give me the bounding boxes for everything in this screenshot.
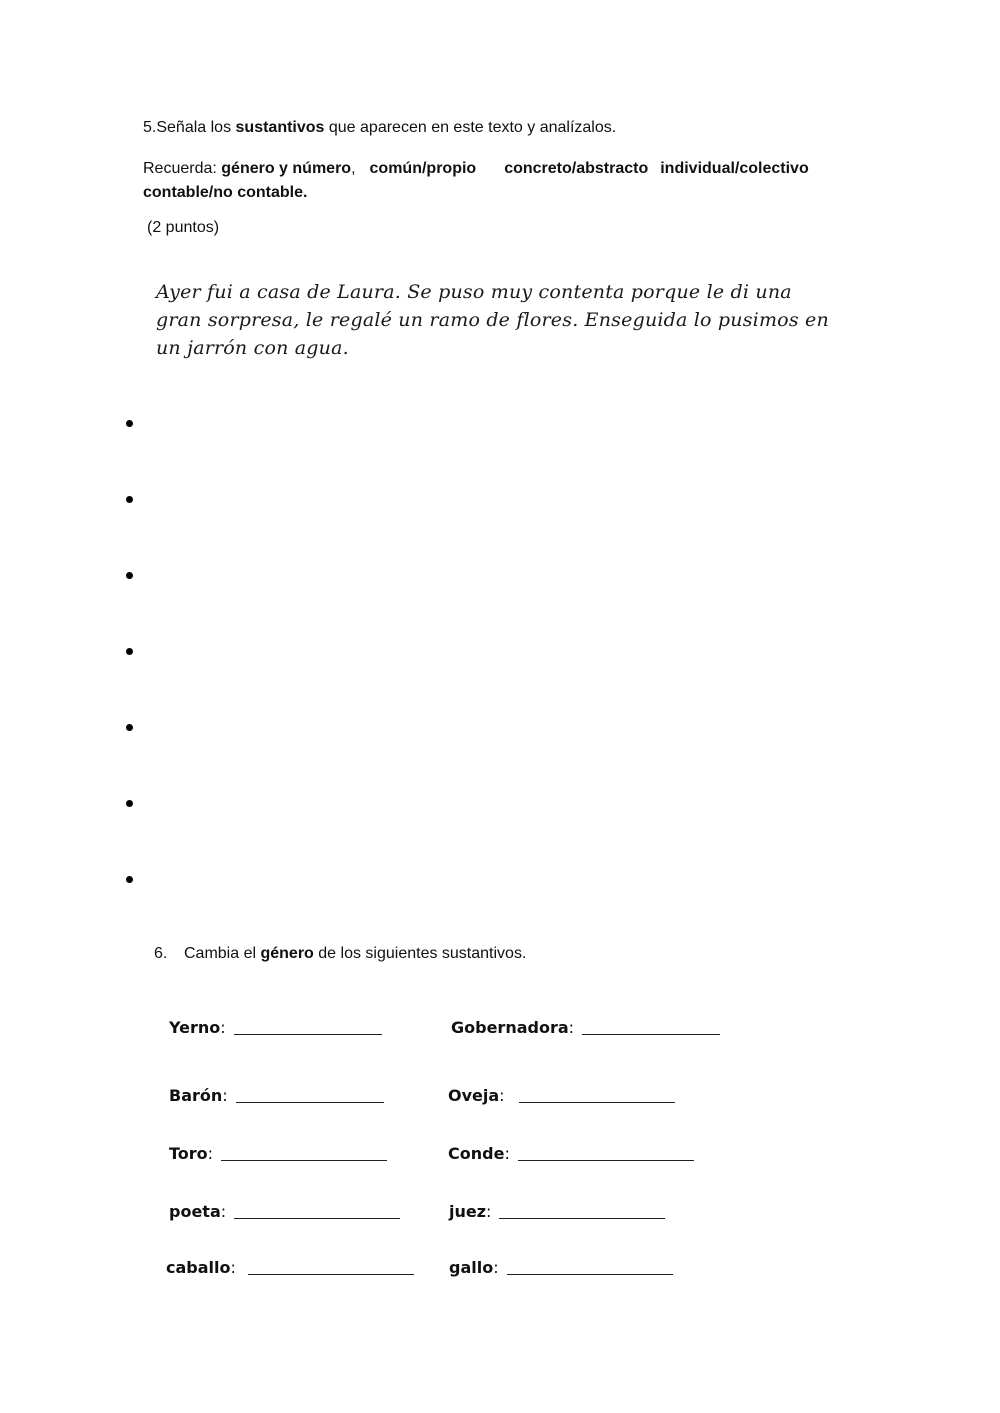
criteria-genero-numero: género y número [221,160,352,177]
points-label: (2 puntos) [147,219,220,236]
instruction-prefix: Cambia el [184,945,261,962]
recuerda-criteria [143,157,863,205]
exercise-6-instruction [154,945,526,963]
passage-line: gran sorpresa, le regalé un ramo de flores. Enseguida lo pusimos en [156,309,829,331]
answer-line-gallo[interactable] [507,1260,673,1275]
instruction-keyword: sustantivos [235,119,325,136]
word-label: Gobernadora [451,1018,569,1037]
answer-bullet[interactable] [120,714,140,790]
word-label: gallo [449,1258,494,1277]
answer-line-conde[interactable] [518,1146,694,1161]
answer-bullet[interactable] [120,866,140,942]
word-label: caballo [166,1258,231,1277]
word-label: Conde [448,1144,505,1163]
word-label: poeta [169,1202,221,1221]
answer-bullet[interactable] [120,562,140,638]
word-label: Oveja [448,1086,500,1105]
word-juez [449,1202,665,1221]
answer-bullet-list [120,410,140,942]
instruction-suffix: de los siguientes sustantivos. [313,945,527,962]
word-gobernadora [451,1018,720,1037]
recuerda-label: Recuerda: [143,160,222,177]
criteria-individual-colectivo: individual/colectivo [660,160,809,177]
word-label: Yerno [169,1018,221,1037]
passage-line: un jarrón con agua. [156,337,349,359]
answer-line-baron[interactable] [236,1088,384,1103]
word-conde [448,1144,694,1163]
exercise-5-instruction [143,119,616,137]
answer-line-oveja[interactable] [519,1088,675,1103]
answer-line-poeta[interactable] [234,1204,400,1219]
word-toro [169,1144,387,1163]
word-caballo [166,1258,414,1277]
word-colon: : [222,1086,228,1105]
word-colon: : [220,1202,227,1221]
answer-line-toro[interactable] [221,1146,387,1161]
answer-bullet[interactable] [120,410,140,486]
answer-line-caballo[interactable] [248,1260,414,1275]
word-colon: : [486,1202,492,1221]
answer-bullet[interactable] [120,486,140,562]
criteria-contable: contable/no contable. [143,184,308,201]
word-colon: : [504,1144,510,1163]
word-gallo [449,1258,673,1277]
word-label: Barón [169,1086,223,1105]
word-poeta [169,1202,400,1221]
word-colon: : [493,1258,499,1277]
answer-bullet[interactable] [120,638,140,714]
criteria-comun-propio: común/propio [369,160,477,177]
instruction-suffix: que aparecen en este texto y analízalos. [324,119,617,136]
instruction-keyword: género [260,945,314,962]
exercise-number: 6. [154,945,168,962]
passage-line: Ayer fui a casa de Laura. Se puso muy contenta porque le di una [156,281,792,303]
word-colon: : [499,1086,505,1105]
word-colon: : [230,1258,236,1277]
instruction-prefix: 5.Señala los [143,119,236,136]
answer-line-gobernadora[interactable] [582,1020,720,1035]
word-label: juez [449,1202,487,1221]
answer-bullet[interactable] [120,790,140,866]
word-oveja [448,1086,675,1105]
criteria-comma: , [351,160,356,177]
word-colon: : [568,1018,575,1037]
word-colon: : [207,1144,214,1163]
answer-line-juez[interactable] [499,1204,665,1219]
criteria-concreto-abstracto: concreto/abstracto [504,160,649,177]
word-label: Toro [169,1144,208,1163]
word-colon: : [220,1018,226,1037]
reading-passage [156,278,896,362]
word-yerno [169,1018,382,1037]
word-baron [169,1086,384,1105]
answer-line-yerno[interactable] [234,1020,382,1035]
